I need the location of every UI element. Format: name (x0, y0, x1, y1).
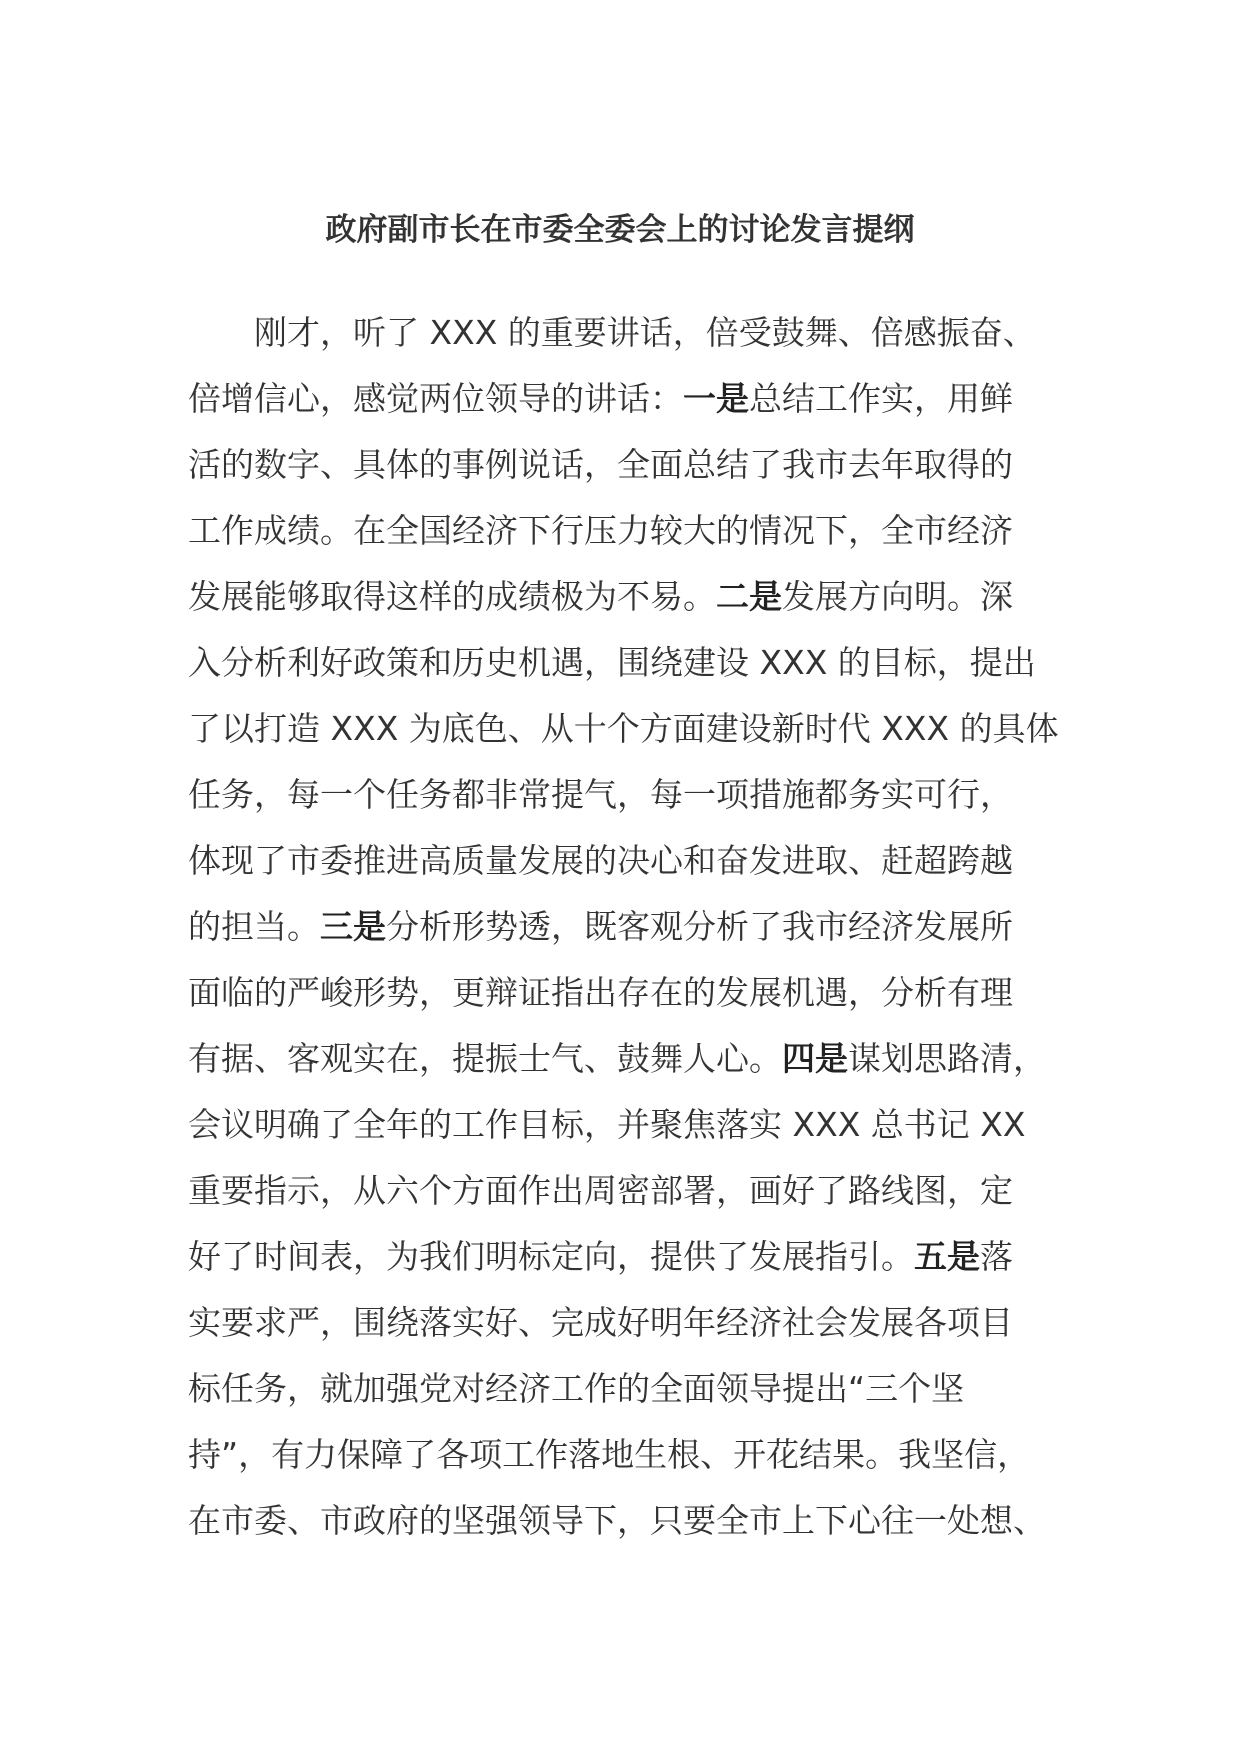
paragraph-line (188, 630, 1068, 696)
text-run: 发展方向明。深 (782, 577, 1013, 616)
text-run: 好了时间表，为我们明标定向，提供了发展指引。 (188, 1237, 914, 1276)
text-run: 面临的严峻形势，更辩证指出存在的发展机遇，分析有理 (188, 973, 1013, 1012)
paragraph-line (188, 432, 1068, 498)
text-run: 工作成绩。在全国经济下行压力较大的情况下，全市经济 (188, 511, 1013, 550)
paragraph-line (188, 762, 1068, 828)
text-run: 活的数字、具体的事例说话，全面总结了我市去年取得的 (188, 445, 1013, 484)
text-run: 了以打造 XXX 为底色、从十个方面建设新时代 XXX 的具体 (188, 709, 1059, 748)
paragraph-line (188, 894, 1068, 960)
emphasis-marker: 四是 (782, 1039, 848, 1078)
emphasis-marker: 一是 (683, 379, 749, 418)
text-run: 标任务，就加强党对经济工作的全面领导提出“三个坚 (188, 1369, 965, 1408)
text-run: 刚才，听了 XXX 的重要讲话，倍受鼓舞、倍感振奋、 (254, 313, 1036, 352)
emphasis-marker: 三是 (320, 907, 386, 946)
text-run: 会议明确了全年的工作目标，并聚焦落实 XXX 总书记 XX (188, 1105, 1026, 1144)
text-run: 发展能够取得这样的成绩极为不易。 (188, 577, 716, 616)
paragraph-line (188, 1422, 1068, 1488)
text-run: 持”，有力保障了各项工作落地生根、开花结果。我坚信， (188, 1435, 1031, 1474)
document-body (188, 300, 1068, 1554)
paragraph-line (188, 696, 1068, 762)
text-run: 的担当。 (188, 907, 320, 946)
text-run: 任务，每一个任务都非常提气，每一项措施都务实可行， (188, 775, 1013, 814)
emphasis-marker: 二是 (716, 577, 782, 616)
text-run: 入分析利好政策和历史机遇，围绕建设 XXX 的目标，提出 (188, 643, 1036, 682)
text-run: 体现了市委推进高质量发展的决心和奋发进取、赶超跨越 (188, 841, 1013, 880)
text-run: 分析形势透，既客观分析了我市经济发展所 (386, 907, 1013, 946)
paragraph-line (188, 1158, 1068, 1224)
text-run: 谋划思路清， (848, 1039, 1046, 1078)
paragraph-line (188, 1290, 1068, 1356)
text-run: 有据、客观实在，提振士气、鼓舞人心。 (188, 1039, 782, 1078)
paragraph-line (188, 1092, 1068, 1158)
paragraph-line (188, 300, 1068, 366)
paragraph-line (188, 498, 1068, 564)
text-run: 在市委、市政府的坚强领导下，只要全市上下心往一处想、 (188, 1501, 1046, 1540)
paragraph-line (188, 1224, 1068, 1290)
paragraph-line (188, 960, 1068, 1026)
document-title: 政府副市长在市委全委会上的讨论发言提纲 (325, 212, 915, 248)
paragraph-line (188, 366, 1068, 432)
paragraph-line (188, 828, 1068, 894)
text-run: 实要求严，围绕落实好、完成好明年经济社会发展各项目 (188, 1303, 1013, 1342)
paragraph-line (188, 1026, 1068, 1092)
emphasis-marker: 五是 (914, 1237, 980, 1276)
paragraph-line (188, 1488, 1068, 1554)
paragraph-line (188, 1356, 1068, 1422)
paragraph-line (188, 564, 1068, 630)
text-run: 重要指示，从六个方面作出周密部署，画好了路线图，定 (188, 1171, 1013, 1210)
text-run: 落 (980, 1237, 1013, 1276)
text-run: 总结工作实，用鲜 (749, 379, 1013, 418)
text-run: 倍增信心，感觉两位领导的讲话： (188, 379, 683, 418)
